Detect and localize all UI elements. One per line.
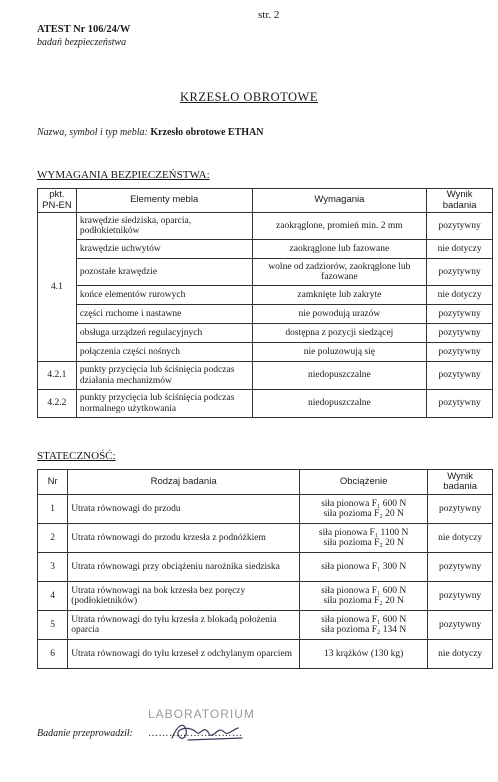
- col-header-nr: Nr: [38, 470, 68, 495]
- load-line-1: siła pionowa F₁ 1100 N: [318, 527, 409, 538]
- element-cell: połączenia części nośnych: [76, 343, 252, 362]
- table-row: [38, 324, 493, 343]
- result-cell: nie dotyczy: [428, 524, 493, 553]
- table-row: [38, 362, 493, 390]
- col-header-requirement: Wymagania: [252, 189, 427, 213]
- requirement-cell: zaokrąglone, promień min. 2 mm: [252, 213, 427, 240]
- requirement-cell: dostępna z pozycji siedzącej: [252, 324, 427, 343]
- element-cell: punkty przycięcia lub ściśnięcia podczas działania mechanizmów: [76, 362, 252, 390]
- table-row: [38, 343, 493, 362]
- element-cell: końce elementów rurowych: [76, 286, 252, 305]
- result-cell: nie dotyczy: [427, 240, 493, 259]
- load-cell: [300, 640, 428, 669]
- element-cell: obsługa urządzeń regulacyjnych: [76, 324, 252, 343]
- result-cell: nie dotyczy: [428, 640, 493, 669]
- test-cell: Utrata równowagi przy obciążeniu narożnika siedziska: [68, 553, 300, 582]
- pkt-cell: 4.2.1: [38, 362, 77, 390]
- requirement-cell: nie powodują urazów: [252, 305, 427, 324]
- load-line-1: siła pionowa F₁ 600 N: [321, 585, 407, 596]
- pkt-cell: 4.1: [38, 213, 77, 362]
- load-cell: [300, 524, 428, 553]
- load-line-2: siła pozioma F₂ 20 N: [323, 538, 404, 548]
- table-row: [38, 240, 493, 259]
- element-cell: punkty przycięcia lub ściśnięcia podczas normalnego użytkowania: [76, 390, 252, 418]
- safety-requirements-table: [37, 188, 493, 418]
- report-type: badań bezpieczeństwa: [37, 37, 127, 48]
- col-header-result: Wynik badania: [427, 189, 493, 213]
- element-cell: krawędzie uchwytów: [76, 240, 252, 259]
- table-row: [38, 611, 493, 640]
- element-cell: części ruchome i nastawne: [76, 305, 252, 324]
- result-cell: pozytywny: [427, 343, 493, 362]
- handwritten-signature: [168, 716, 248, 746]
- result-cell: pozytywny: [427, 390, 493, 418]
- requirement-cell: zamknięte lub zakryte: [252, 286, 427, 305]
- test-cell: Utrata równowagi do tyłu krzesła z blokadą położenia oparcia: [68, 611, 300, 640]
- requirement-cell: wolne od zadziorów, zaokrąglone lub fazowane: [252, 259, 427, 286]
- load-line-1: siła pionowa F₁ 300 N: [321, 561, 407, 572]
- table-row: [38, 495, 493, 524]
- page-number: str. 2: [258, 9, 280, 21]
- result-cell: pozytywny: [427, 324, 493, 343]
- table-row: [38, 390, 493, 418]
- table-row: [38, 305, 493, 324]
- test-cell: Utrata równowagi do tyłu krzeseł z odchylanym oparciem: [68, 640, 300, 669]
- nr-cell: 5: [38, 611, 68, 640]
- table-row: [38, 213, 493, 240]
- requirement-cell: niedopuszczalne: [252, 362, 427, 390]
- document-title: KRZESŁO OBROTOWE: [180, 90, 318, 104]
- stability-table: [37, 469, 493, 669]
- col-header-test: Rodzaj badania: [68, 470, 300, 495]
- result-cell: pozytywny: [428, 553, 493, 582]
- load-line-2: siła pozioma F₂ 20 N: [323, 596, 404, 606]
- col-header-result: Wynik badania: [428, 470, 493, 495]
- result-cell: pozytywny: [427, 259, 493, 286]
- laboratory-stamp: LABORATORIUM: [148, 707, 255, 721]
- safety-heading: WYMAGANIA BEZPIECZEŃSTWA:: [37, 169, 210, 181]
- table-row: [38, 640, 493, 669]
- col-header-load: Obciążenie: [300, 470, 428, 495]
- signature-label: Badanie przeprowadził:: [37, 728, 134, 739]
- load-cell: [300, 582, 428, 611]
- requirement-cell: niedopuszczalne: [252, 390, 427, 418]
- load-line-1: siła pionowa F₁ 600 N: [321, 498, 407, 509]
- load-line-1: 13 krążków (130 kg): [323, 648, 404, 659]
- table-row: [38, 582, 493, 611]
- result-cell: pozytywny: [428, 611, 493, 640]
- result-cell: pozytywny: [427, 362, 493, 390]
- nr-cell: 1: [38, 495, 68, 524]
- stability-heading: STATECZNOŚĆ:: [37, 450, 116, 462]
- furniture-name-line: [37, 127, 263, 138]
- load-line-2: siła pozioma F₂ 20 N: [323, 509, 404, 519]
- table-row: [38, 553, 493, 582]
- signature-line: ………………………: [148, 728, 243, 739]
- table-row: [38, 259, 493, 286]
- result-cell: pozytywny: [427, 213, 493, 240]
- test-cell: Utrata równowagi do przodu krzesła z podnóżkiem: [68, 524, 300, 553]
- result-cell: pozytywny: [428, 495, 493, 524]
- requirement-cell: zaokrąglone lub fazowane: [252, 240, 427, 259]
- load-cell: [300, 553, 428, 582]
- load-line-1: siła pionowa F₁ 600 N: [321, 614, 407, 625]
- nr-cell: 2: [38, 524, 68, 553]
- atest-number: ATEST Nr 106/24/W: [37, 24, 131, 35]
- table-header-row: [38, 189, 493, 213]
- result-cell: pozytywny: [428, 582, 493, 611]
- col-header-pkt: pkt. PN-EN: [38, 189, 77, 213]
- test-cell: Utrata równowagi do przodu: [68, 495, 300, 524]
- test-cell: Utrata równowagi na bok krzesła bez poręczy (podłokietników): [68, 582, 300, 611]
- table-row: [38, 286, 493, 305]
- requirement-cell: nie poluzowują się: [252, 343, 427, 362]
- col-header-element: Elementy mebla: [76, 189, 252, 213]
- load-cell: [300, 495, 428, 524]
- nr-cell: 6: [38, 640, 68, 669]
- table-header-row: [38, 470, 493, 495]
- pkt-cell: 4.2.2: [38, 390, 77, 418]
- load-cell: [300, 611, 428, 640]
- table-row: [38, 524, 493, 553]
- nr-cell: 3: [38, 553, 68, 582]
- result-cell: pozytywny: [427, 305, 493, 324]
- element-cell: pozostałe krawędzie: [76, 259, 252, 286]
- result-cell: nie dotyczy: [427, 286, 493, 305]
- element-cell: krawędzie siedziska, oparcia, podłokietników: [76, 213, 252, 240]
- furniture-name-value: Krzesło obrotowe ETHAN: [150, 127, 264, 138]
- nr-cell: 4: [38, 582, 68, 611]
- load-line-2: siła pozioma F₂ 134 N: [321, 625, 407, 635]
- furniture-name-label: Nazwa, symbol i typ mebla:: [37, 127, 148, 138]
